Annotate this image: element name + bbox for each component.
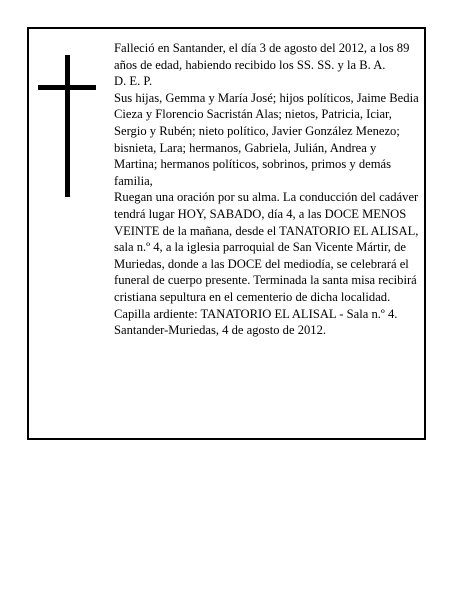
notice-body bbox=[114, 40, 422, 339]
cross-horizontal-bar bbox=[38, 85, 96, 90]
death-announcement: Falleció en Santander, el día 3 de agosto del 2012, a los 89 años de edad, habiendo recibido los SS. SS. y la B. A. bbox=[114, 41, 410, 72]
cross-icon bbox=[38, 55, 96, 197]
funeral-details: Ruegan una oración por su alma. La conducción del cadáver tendrá lugar HOY, SABADO, día 4, a las DOCE MENOS VEINTE de la mañana, desde el TANATORIO EL ALISAL, sala n.º 4, a la iglesia parroquial de San Vicente Mártir, de Muriedas, donde a las DOCE del mediodía, se celebrará el funeral de cuerpo presente. Terminada la santa misa recibirá cristiana sepultura en el cementerio de dicha localidad. bbox=[114, 190, 419, 304]
cross-vertical-bar bbox=[65, 55, 70, 197]
family-list: Sus hijas, Gemma y María José; hijos políticos, Jaime Bedia Cieza y Florencio Sacristán Alas; nietos, Patricia, Iciar, Sergio y Rubén; nieto político, Javier González Menezo; bisnieta, Lara; hermanos, Gabriela, Julián, Andrea y Martina; hermanos políticos, sobrinos, primos y demás familia, bbox=[114, 90, 419, 188]
rest-in-peace: D. E. P. bbox=[114, 74, 153, 89]
chapel-location: Capilla ardiente: TANATORIO EL ALISAL - Sala n.º 4. bbox=[114, 306, 398, 321]
place-and-date: Santander-Muriedas, 4 de agosto de 2012. bbox=[114, 323, 327, 338]
